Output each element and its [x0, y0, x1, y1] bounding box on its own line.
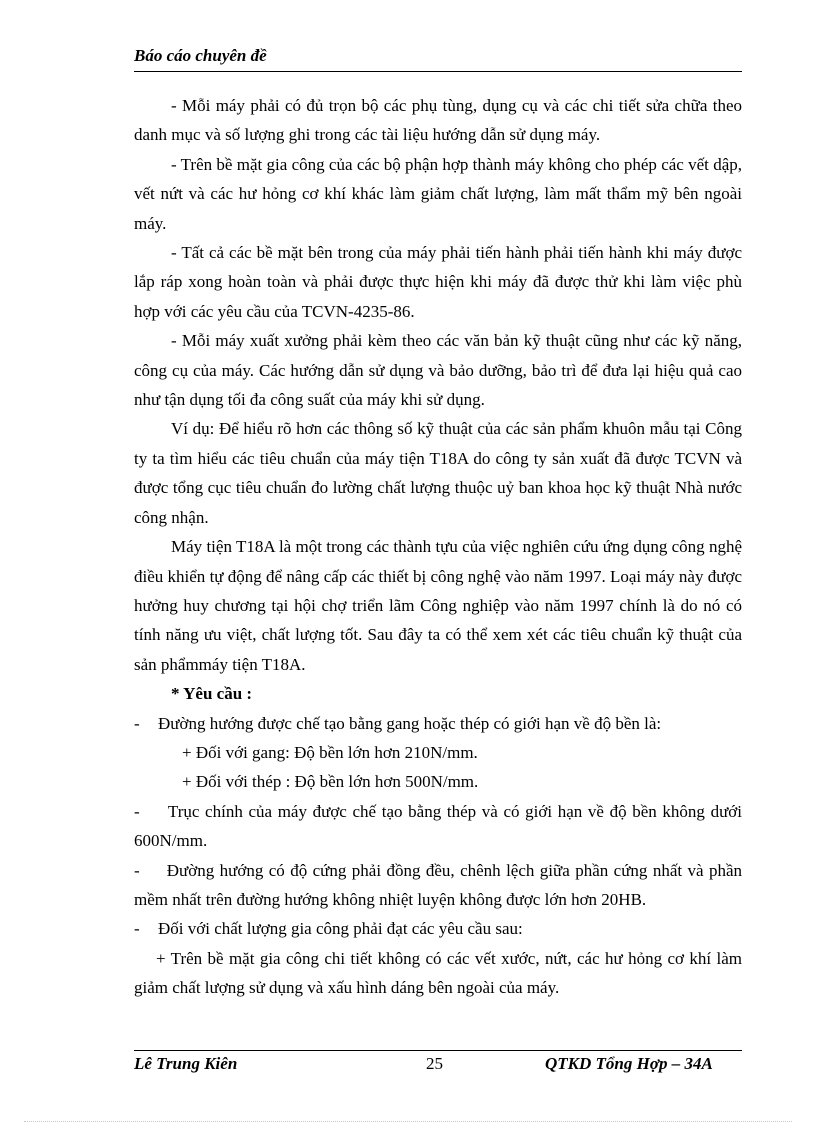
bullet-dash: - [134, 919, 140, 939]
requirement-item-hardness [134, 856, 742, 915]
requirement-text: Đối với chất lượng gia công phải đạt các yêu cầu sau: [158, 919, 523, 939]
paragraph-technical-documents: - Mỗi máy xuất xưởng phải kèm theo các văn bản kỹ thuật cũng như các kỹ năng, công cụ của máy. Các hướng dẫn sử dụng và bảo dưỡng, bảo trì để đưa lại hiệu quả cao như tận dụng tối đa công suất của máy khi sử dụng. [134, 331, 742, 410]
paragraph-surface-defects: - Trên bề mặt gia công của các bộ phận hợp thành máy không cho phép các vết dập, vết nứt và các hư hỏng cơ khí khác làm giảm chất lượng, làm mất thẩm mỹ bên ngoài máy. [134, 154, 742, 233]
requirements-heading: * Yêu cầu : [171, 684, 253, 704]
sub-item-cast-iron: + Đối với gang: Độ bền lớn hơn 210N/mm. [182, 742, 478, 762]
page-header-title: Báo cáo chuyên đề [134, 46, 267, 65]
sub-item-surface-scratches: + Trên bề mặt gia công chi tiết không có các vết xước, nứt, các hư hỏng cơ khí làm giảm chất lượng sử dụng và xấu hình dáng bên ngoài của máy. [134, 948, 742, 998]
requirement-text: Đường hướng có độ cứng phải đồng đều, chênh lệch giữa phần cứng nhất và phần mềm nhất trên đường hướng không nhiệt luyện không được lớn hơn 20HB. [134, 860, 743, 909]
footer-author: Lê Trung Kiên [134, 1054, 238, 1073]
document-body [134, 91, 742, 1003]
page-number: 25 [426, 1054, 443, 1073]
bullet-dash: - [134, 860, 140, 880]
requirement-text: Trục chính của máy được chế tạo bằng thép và có giới hạn về độ bền không dưới 600N/mm. [134, 801, 743, 851]
requirement-item-spindle [134, 797, 742, 856]
paragraph-example: Ví dụ: Để hiểu rõ hơn các thông số kỹ thuật của các sản phẩm khuôn mẫu tại Công ty ta tìm hiểu các tiêu chuẩn của máy tiện T18A do công ty sản xuất đã được TCVN và được tổng cục tiêu chuẩn đo lường chất lượng thuộc uỷ ban khoa học kỹ thuật Nhà nước công nhận. [134, 419, 742, 527]
header-divider [134, 71, 742, 72]
paragraph-spare-parts: - Mỗi máy phải có đủ trọn bộ các phụ tùng, dụng cụ và các chi tiết sửa chữa theo danh mục và số lượng ghi trong các tài liệu hướng dẫn sử dụng máy. [134, 96, 742, 145]
page-bottom-dotted-edge [24, 1121, 792, 1122]
sub-item-steel: + Đối với thép : Độ bền lớn hơn 500N/mm. [182, 772, 479, 792]
footer-divider [134, 1050, 742, 1051]
bullet-dash: - [134, 713, 140, 733]
requirement-item-machining-quality [134, 914, 742, 943]
footer-course: QTKD Tổng Hợp – 34A [545, 1054, 713, 1073]
paragraph-t18a-lathe: Máy tiện T18A là một trong các thành tựu của việc nghiên cứu ứng dụng công nghệ điều khiển tự động để nâng cấp các thiết bị công nghệ vào năm 1997. Loại máy này được hưởng huy chương tại hội chợ triển lãm Công nghiệp vào năm 1997 chính là do nó có tính năng ưu việt, chất lượng tốt. Sau đây ta có thể xem xét các tiêu chuẩn kỹ thuật của sản phẩmmáy tiện T18A. [134, 537, 742, 674]
requirement-text: Đường hướng được chế tạo bằng gang hoặc thép có giới hạn về độ bền là: [158, 713, 662, 733]
requirement-item-guideway-material [134, 709, 742, 738]
bullet-dash: - [134, 801, 140, 821]
paragraph-inner-surfaces: - Tất cả các bề mặt bên trong của máy phải tiến hành phải tiến hành khi máy được lắp ráp xong hoàn toàn và phải được thực hiện khi máy đã được thử khi làm việc phù hợp với các yêu cầu của TCVN-4235-86. [134, 243, 742, 321]
